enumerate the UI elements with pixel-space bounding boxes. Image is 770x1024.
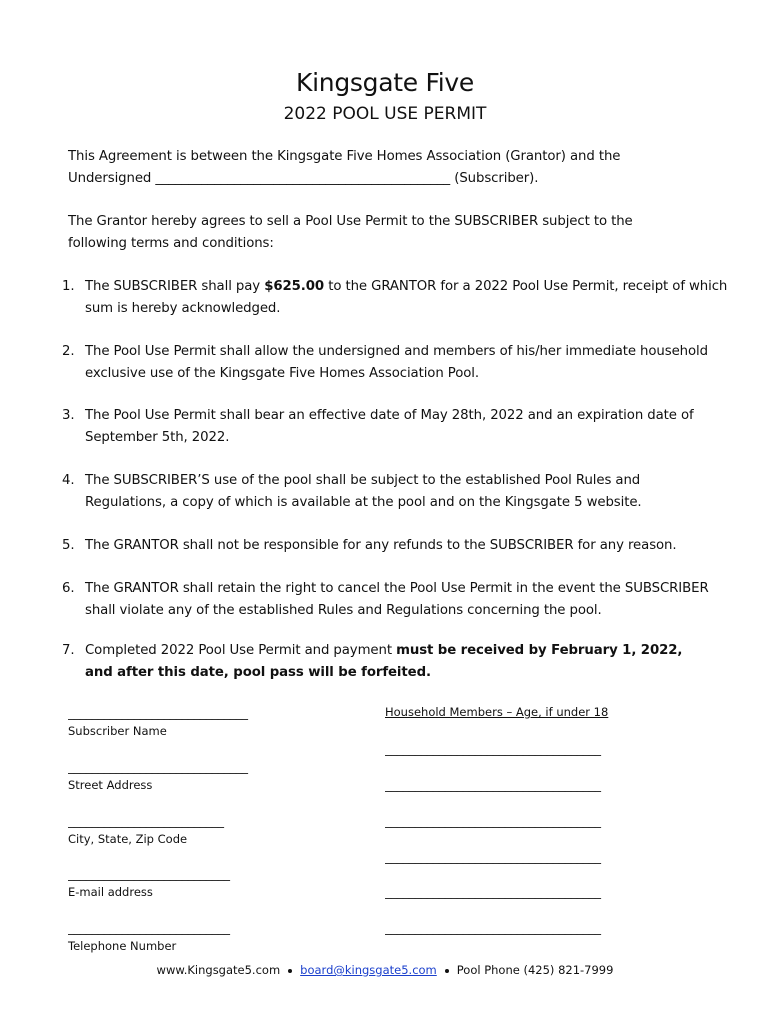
term-number: 3. — [62, 408, 75, 423]
telephone-line[interactable]: ___________________________ — [68, 921, 230, 935]
term-number: 7. — [62, 643, 75, 658]
footer-email-link[interactable]: board@kingsgate5.com — [300, 963, 437, 977]
street-address-label: Street Address — [68, 778, 153, 792]
footer — [0, 962, 770, 978]
intro-line-2 — [68, 168, 718, 190]
term-number: 5. — [62, 538, 75, 553]
street-address-line[interactable]: ______________________________ — [68, 760, 248, 774]
subscriber-blank[interactable]: _____________________________________________ — [155, 171, 451, 186]
email-label: E-mail address — [68, 885, 153, 899]
household-member-line[interactable]: ____________________________________ — [385, 885, 601, 899]
term-number: 2. — [62, 344, 75, 359]
term-text: Completed 2022 Pool Use Permit and payment — [85, 643, 397, 658]
grantor-paragraph: The Grantor hereby agrees to sell a Pool Use Permit to the SUBSCRIBER subject to the following terms and conditions: — [68, 214, 633, 251]
bullet-icon — [445, 969, 449, 973]
term-text: The Pool Use Permit shall allow the undersigned and members of his/her immediate household exclusive use of the Kingsgate Five Homes Association Pool. — [85, 344, 708, 381]
term-text: The GRANTOR shall not be responsible for any refunds to the SUBSCRIBER for any reason. — [85, 538, 677, 553]
household-member-line[interactable]: ____________________________________ — [385, 742, 601, 756]
term-text: to the GRANTOR for a 2022 Pool Use Permit, receipt of which sum is hereby acknowledged. — [85, 279, 728, 316]
intro-line-1: This Agreement is between the Kingsgate Five Homes Association (Grantor) and the — [68, 149, 621, 164]
term-text: The Pool Use Permit shall bear an effective date of May 28th, 2022 and an expiration date of September 5th, 2022. — [85, 408, 694, 445]
term-number: 6. — [62, 581, 75, 596]
term-deadline: must be received by February 1, 2022, and after this date, pool pass will be forfeited. — [85, 643, 683, 680]
term-price: $625.00 — [264, 279, 325, 294]
household-member-line[interactable]: ____________________________________ — [385, 921, 601, 935]
term-item-7 — [62, 640, 712, 684]
page-title: Kingsgate Five — [296, 68, 474, 97]
term-text: The SUBSCRIBER’S use of the pool shall be subject to the established Pool Rules and Regulations, a copy of which is available at the pool and on the Kingsgate 5 website. — [85, 473, 642, 510]
footer-website[interactable]: www.Kingsgate5.com — [156, 963, 281, 977]
subscriber-name-line[interactable]: ______________________________ — [68, 706, 248, 720]
intro-paragraph — [68, 146, 718, 190]
term-number: 4. — [62, 473, 75, 488]
city-state-zip-label: City, State, Zip Code — [68, 832, 188, 846]
undersigned-label: Undersigned — [68, 171, 152, 186]
term-text: The GRANTOR shall retain the right to cancel the Pool Use Permit in the event the SUBSCRIBER shall violate any of the established Rules and Regulations concerning the pool. — [85, 581, 709, 618]
term-item-5 — [62, 535, 732, 557]
household-member-line[interactable]: ____________________________________ — [385, 850, 601, 864]
household-member-line[interactable]: ____________________________________ — [385, 778, 601, 792]
term-item-4 — [62, 470, 702, 514]
term-number: 1. — [62, 279, 75, 294]
term-item-1 — [62, 276, 732, 320]
subscriber-label: (Subscriber). — [454, 171, 539, 186]
term-text: The SUBSCRIBER shall pay — [85, 279, 265, 294]
household-heading: Household Members – Age, if under 18 — [385, 705, 609, 719]
term-item-6 — [62, 578, 732, 622]
term-item-3 — [62, 405, 732, 449]
email-line[interactable]: ___________________________ — [68, 867, 230, 881]
subscriber-name-label: Subscriber Name — [68, 724, 167, 738]
footer-phone: Pool Phone (425) 821-7999 — [456, 963, 614, 977]
bullet-icon — [288, 969, 292, 973]
household-member-line[interactable]: ____________________________________ — [385, 814, 601, 828]
term-item-2 — [62, 341, 732, 385]
page-subtitle: 2022 POOL USE PERMIT — [283, 104, 487, 124]
telephone-label: Telephone Number — [68, 939, 177, 953]
city-state-zip-line[interactable]: __________________________ — [68, 814, 224, 828]
